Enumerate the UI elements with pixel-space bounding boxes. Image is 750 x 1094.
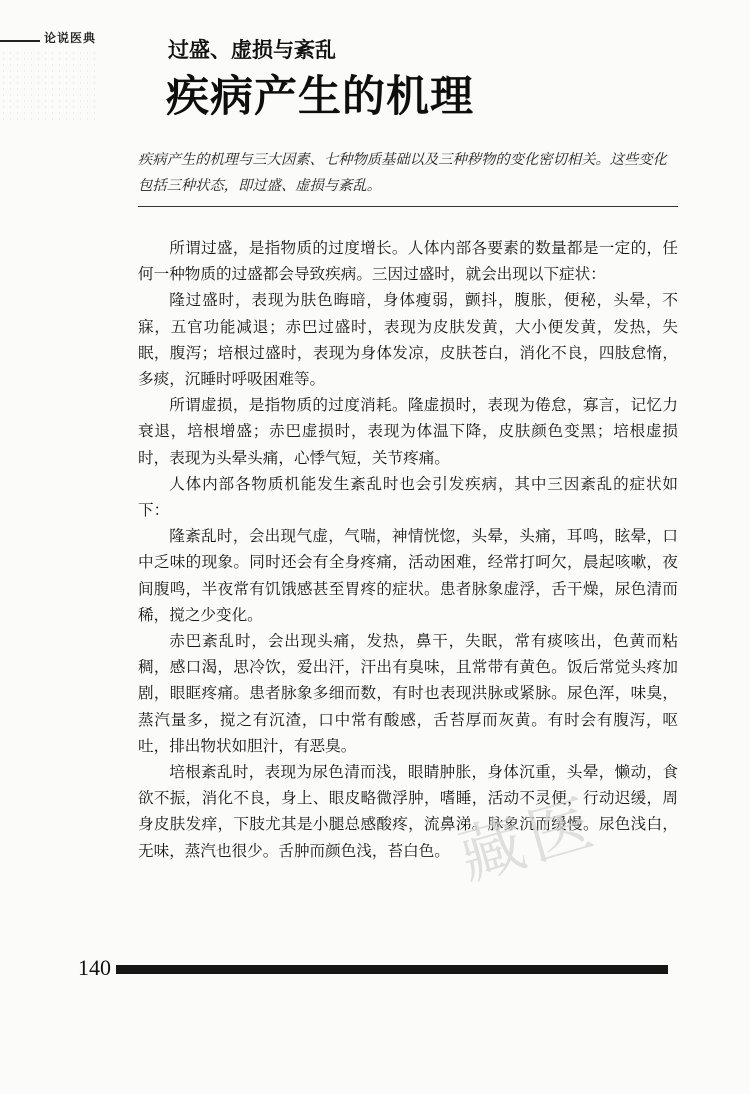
series-label: 论说医典	[44, 31, 97, 45]
paragraph-disorder-intro: 人体内部各物质机能发生紊乱时也会引发疾病，其中三因紊乱的症状如下：	[138, 474, 678, 520]
article-title: 疾病产生的机理	[166, 72, 474, 122]
footer-bar	[116, 965, 668, 974]
paragraph-badkan-disorder: 培根紊乱时，表现为尿色清而浅，眼睛肿胀，身体沉重，头晕，懒动，食欲不振，消化不良，身上、眼皮略微浮肿，嗜睡，活动不灵便，行动迟缓，周身皮肤发痒，下肢尤其是小腿总感酸疼，流鼻涕。脉象沉而缓慢。尿色浅白，无味，蒸汽也很少。舌肿而颜色浅，苔白色。	[138, 763, 678, 860]
page-number: 140	[78, 955, 111, 980]
seal-watermark: 藏医	[451, 785, 607, 896]
article-body	[138, 235, 678, 864]
paragraph-deficiency: 所谓虚损，是指物质的过度消耗。隆虚损时，表现为倦怠，寡言，记忆力衰退，培根增盛；赤巴虚损时，表现为体温下降，皮肤颜色变黑；培根虚损时，表现为头晕头痛，心悸气短，关节疼痛。	[138, 396, 678, 467]
intro-divider	[138, 206, 678, 207]
article-intro: 疾病产生的机理与三大因素、七种物质基础以及三种秽物的变化密切相关。这些变化包括三种状态，即过盛、虚损与紊乱。	[138, 152, 667, 194]
paragraph-excess-definition: 所谓过盛，是指物质的过度增长。人体内部各要素的数量都是一定的，任何一种物质的过盛都会导致疾病。三因过盛时，就会出现以下症状：	[138, 239, 678, 284]
paragraph-rlung-disorder: 隆紊乱时，会出现气虚，气喘，神情恍惚，头晕，头痛，耳鸣，眩晕，口中乏味的现象。同时还会有全身疼痛，活动困难，经常打呵欠，晨起咳嗽，夜间腹鸣，半夜常有饥饿感甚至胃疼的症状。患者脉象虚浮，舌干燥，尿色清而稀，搅之少变化。	[138, 527, 678, 624]
scan-speckle-decoration	[0, 50, 100, 120]
article-subtitle: 过盛、虚损与紊乱	[168, 38, 336, 62]
paragraph-excess-symptoms: 隆过盛时，表现为肤色晦暗，身体瘦弱，颤抖，腹胀，便秘，头晕，不寐，五官功能减退；赤巴过盛时，表现为皮肤发黄，大小便发黄，发热，失眠，腹泻；培根过盛时，表现为身体发凉，皮肤苍白，消化不良，四肢怠惰，多痰，沉睡时呼吸困难等。	[138, 291, 678, 389]
paragraph-mkhris-disorder: 赤巴紊乱时，会出现头痛，发热，鼻干，失眠，常有痰咳出，色黄而粘稠，感口渴，思冷饮，爱出汗，汗出有臭味，且常带有黄色。饭后常觉头疼加剧，眼眶疼痛。患者脉象多细而数，有时也表现洪脉或紧脉。尿色浑，味臭，蒸汽量多，搅之有沉渣，口中常有酸感，舌苔厚而灰黄。有时会有腹泻，呕吐，排出物状如胆汁，有恶臭。	[138, 632, 678, 755]
header-rule	[0, 40, 40, 42]
